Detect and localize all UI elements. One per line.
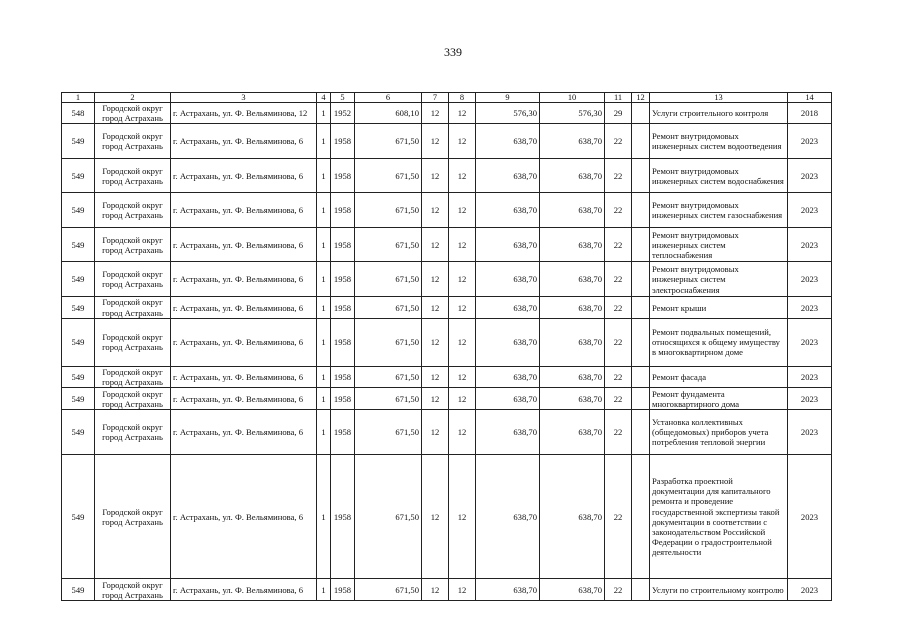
cell-col-11: 22: [605, 579, 632, 601]
cell-col-12: [632, 228, 650, 262]
cell-municipality: Городской округ город Астрахань: [95, 124, 171, 159]
cell-area-9: 638,70: [476, 388, 540, 410]
cell-col-11: 22: [605, 455, 632, 579]
table-row: [62, 159, 832, 193]
cell-row-number: 549: [62, 410, 95, 455]
cell-col-4: 1: [317, 388, 331, 410]
cell-col-7: 12: [422, 318, 449, 366]
column-header: 5: [331, 93, 355, 103]
cell-col-8: 12: [449, 159, 476, 193]
cell-work-type: Ремонт фасада: [650, 366, 788, 387]
table-row: [62, 318, 832, 366]
cell-area-10: 638,70: [540, 124, 605, 159]
cell-col-7: 12: [422, 297, 449, 318]
cell-col-11: 22: [605, 262, 632, 297]
cell-area-10: 638,70: [540, 318, 605, 366]
cell-municipality: Городской округ город Астрахань: [95, 318, 171, 366]
table-row: [62, 366, 832, 387]
cell-col-4: 1: [317, 366, 331, 387]
column-number-row: [62, 93, 832, 103]
cell-col-11: 22: [605, 297, 632, 318]
cell-year: 2023: [788, 124, 832, 159]
cell-col-4: 1: [317, 579, 331, 601]
cell-col-8: 12: [449, 455, 476, 579]
cell-work-type: Ремонт крыши: [650, 297, 788, 318]
cell-col-7: 12: [422, 228, 449, 262]
cell-col-4: 1: [317, 410, 331, 455]
table-row: [62, 388, 832, 410]
cell-area-9: 638,70: [476, 297, 540, 318]
table-row: [62, 410, 832, 455]
cell-col-4: 1: [317, 262, 331, 297]
cell-build-year: 1958: [331, 410, 355, 455]
cell-area-total: 671,50: [355, 262, 422, 297]
cell-col-7: 12: [422, 388, 449, 410]
cell-build-year: 1958: [331, 366, 355, 387]
cell-work-type: Ремонт внутридомовых инженерных систем газоснабжения: [650, 193, 788, 228]
cell-area-10: 638,70: [540, 410, 605, 455]
cell-col-4: 1: [317, 103, 331, 124]
cell-col-4: 1: [317, 124, 331, 159]
cell-col-8: 12: [449, 318, 476, 366]
cell-address: г. Астрахань, ул. Ф. Вельяминова, 6: [171, 193, 317, 228]
cell-area-9: 638,70: [476, 579, 540, 601]
cell-year: 2023: [788, 366, 832, 387]
cell-area-9: 638,70: [476, 318, 540, 366]
cell-col-12: [632, 318, 650, 366]
table-row: [62, 124, 832, 159]
cell-row-number: 549: [62, 228, 95, 262]
cell-year: 2018: [788, 103, 832, 124]
cell-row-number: 549: [62, 159, 95, 193]
cell-build-year: 1958: [331, 159, 355, 193]
cell-municipality: Городской округ город Астрахань: [95, 297, 171, 318]
cell-col-4: 1: [317, 297, 331, 318]
cell-address: г. Астрахань, ул. Ф. Вельяминова, 6: [171, 124, 317, 159]
capital-repair-table: [61, 92, 832, 601]
table-row: [62, 579, 832, 601]
cell-address: г. Астрахань, ул. Ф. Вельяминова, 6: [171, 297, 317, 318]
cell-municipality: Городской округ город Астрахань: [95, 103, 171, 124]
page-number: 339: [444, 45, 462, 59]
cell-year: 2023: [788, 297, 832, 318]
table-row: [62, 193, 832, 228]
cell-municipality: Городской округ город Астрахань: [95, 410, 171, 455]
cell-col-4: 1: [317, 228, 331, 262]
cell-year: 2023: [788, 318, 832, 366]
cell-year: 2023: [788, 455, 832, 579]
cell-col-4: 1: [317, 193, 331, 228]
cell-col-12: [632, 388, 650, 410]
cell-address: г. Астрахань, ул. Ф. Вельяминова, 6: [171, 410, 317, 455]
cell-col-4: 1: [317, 455, 331, 579]
cell-col-11: 22: [605, 410, 632, 455]
cell-municipality: Городской округ город Астрахань: [95, 366, 171, 387]
cell-work-type: Разработка проектной документации для капитального ремонта и проведение государственной экспертизы такой документации в соответствии с законодательством Российской Федерации о градостроительной деятельности: [650, 455, 788, 579]
cell-col-12: [632, 193, 650, 228]
cell-work-type: Услуги по строительному контролю: [650, 579, 788, 601]
cell-col-12: [632, 262, 650, 297]
cell-col-4: 1: [317, 159, 331, 193]
cell-area-total: 671,50: [355, 228, 422, 262]
cell-col-8: 12: [449, 388, 476, 410]
cell-col-12: [632, 297, 650, 318]
cell-build-year: 1958: [331, 297, 355, 318]
cell-address: г. Астрахань, ул. Ф. Вельяминова, 6: [171, 228, 317, 262]
column-header: 3: [171, 93, 317, 103]
cell-col-7: 12: [422, 579, 449, 601]
cell-area-total: 608,10: [355, 103, 422, 124]
cell-area-9: 638,70: [476, 262, 540, 297]
cell-work-type: Ремонт внутридомовых инженерных систем теплоснабжения: [650, 228, 788, 262]
cell-col-12: [632, 455, 650, 579]
cell-area-9: 638,70: [476, 124, 540, 159]
cell-row-number: 548: [62, 103, 95, 124]
cell-area-total: 671,50: [355, 318, 422, 366]
cell-municipality: Городской округ город Астрахань: [95, 388, 171, 410]
cell-build-year: 1952: [331, 103, 355, 124]
cell-year: 2023: [788, 388, 832, 410]
cell-municipality: Городской округ город Астрахань: [95, 455, 171, 579]
cell-area-total: 671,50: [355, 193, 422, 228]
cell-area-10: 638,70: [540, 228, 605, 262]
cell-address: г. Астрахань, ул. Ф. Вельяминова, 6: [171, 366, 317, 387]
cell-build-year: 1958: [331, 318, 355, 366]
table-row: [62, 228, 832, 262]
cell-area-9: 576,30: [476, 103, 540, 124]
cell-col-8: 12: [449, 579, 476, 601]
cell-row-number: 549: [62, 297, 95, 318]
cell-work-type: Установка коллективных (общедомовых) приборов учета потребления тепловой энергии: [650, 410, 788, 455]
cell-col-8: 12: [449, 193, 476, 228]
cell-municipality: Городской округ город Астрахань: [95, 262, 171, 297]
cell-col-7: 12: [422, 159, 449, 193]
cell-build-year: 1958: [331, 262, 355, 297]
cell-col-12: [632, 579, 650, 601]
cell-col-11: 22: [605, 159, 632, 193]
cell-col-8: 12: [449, 103, 476, 124]
cell-build-year: 1958: [331, 193, 355, 228]
cell-year: 2023: [788, 579, 832, 601]
cell-build-year: 1958: [331, 455, 355, 579]
cell-col-12: [632, 410, 650, 455]
cell-year: 2023: [788, 410, 832, 455]
cell-row-number: 549: [62, 579, 95, 601]
cell-area-total: 671,50: [355, 297, 422, 318]
cell-year: 2023: [788, 159, 832, 193]
cell-build-year: 1958: [331, 579, 355, 601]
column-header: 6: [355, 93, 422, 103]
cell-col-7: 12: [422, 103, 449, 124]
cell-address: г. Астрахань, ул. Ф. Вельяминова, 6: [171, 262, 317, 297]
cell-address: г. Астрахань, ул. Ф. Вельяминова, 12: [171, 103, 317, 124]
cell-area-10: 638,70: [540, 297, 605, 318]
cell-col-7: 12: [422, 366, 449, 387]
cell-area-9: 638,70: [476, 410, 540, 455]
cell-area-10: 638,70: [540, 579, 605, 601]
cell-area-total: 671,50: [355, 124, 422, 159]
column-header: 11: [605, 93, 632, 103]
cell-area-9: 638,70: [476, 228, 540, 262]
table-row: [62, 455, 832, 579]
cell-row-number: 549: [62, 193, 95, 228]
cell-work-type: Ремонт внутридомовых инженерных систем электроснабжения: [650, 262, 788, 297]
cell-work-type: Ремонт внутридомовых инженерных систем водоснабжения: [650, 159, 788, 193]
cell-col-11: 29: [605, 103, 632, 124]
cell-address: г. Астрахань, ул. Ф. Вельяминова, 6: [171, 388, 317, 410]
cell-area-total: 671,50: [355, 455, 422, 579]
cell-row-number: 549: [62, 388, 95, 410]
column-header: 7: [422, 93, 449, 103]
cell-municipality: Городской округ город Астрахань: [95, 193, 171, 228]
cell-work-type: Ремонт подвальных помещений, относящихся к общему имуществу в многоквартирном доме: [650, 318, 788, 366]
cell-area-9: 638,70: [476, 159, 540, 193]
cell-build-year: 1958: [331, 388, 355, 410]
cell-build-year: 1958: [331, 228, 355, 262]
cell-col-11: 22: [605, 318, 632, 366]
cell-address: г. Астрахань, ул. Ф. Вельяминова, 6: [171, 159, 317, 193]
cell-area-total: 671,50: [355, 366, 422, 387]
column-header: 4: [317, 93, 331, 103]
cell-col-11: 22: [605, 124, 632, 159]
cell-address: г. Астрахань, ул. Ф. Вельяминова, 6: [171, 455, 317, 579]
cell-address: г. Астрахань, ул. Ф. Вельяминова, 6: [171, 579, 317, 601]
cell-work-type: Ремонт внутридомовых инженерных систем водоотведения: [650, 124, 788, 159]
cell-row-number: 549: [62, 124, 95, 159]
column-header: 12: [632, 93, 650, 103]
cell-col-4: 1: [317, 318, 331, 366]
cell-col-8: 12: [449, 297, 476, 318]
cell-col-8: 12: [449, 262, 476, 297]
table-row: [62, 297, 832, 318]
cell-col-7: 12: [422, 455, 449, 579]
column-header: 13: [650, 93, 788, 103]
cell-area-10: 638,70: [540, 262, 605, 297]
cell-col-11: 22: [605, 366, 632, 387]
cell-area-total: 671,50: [355, 159, 422, 193]
table-row: [62, 103, 832, 124]
cell-year: 2023: [788, 262, 832, 297]
cell-area-10: 638,70: [540, 159, 605, 193]
cell-row-number: 549: [62, 262, 95, 297]
cell-col-8: 12: [449, 366, 476, 387]
cell-year: 2023: [788, 193, 832, 228]
cell-area-10: 638,70: [540, 455, 605, 579]
cell-area-total: 671,50: [355, 579, 422, 601]
column-header: 9: [476, 93, 540, 103]
cell-year: 2023: [788, 228, 832, 262]
cell-address: г. Астрахань, ул. Ф. Вельяминова, 6: [171, 318, 317, 366]
cell-row-number: 549: [62, 318, 95, 366]
cell-col-7: 12: [422, 410, 449, 455]
cell-work-type: Услуги строительного контроля: [650, 103, 788, 124]
cell-area-total: 671,50: [355, 388, 422, 410]
cell-col-8: 12: [449, 228, 476, 262]
table-row: [62, 262, 832, 297]
cell-area-10: 638,70: [540, 388, 605, 410]
cell-municipality: Городской округ город Астрахань: [95, 159, 171, 193]
cell-row-number: 549: [62, 366, 95, 387]
cell-work-type: Ремонт фундамента многоквартирного дома: [650, 388, 788, 410]
cell-col-8: 12: [449, 124, 476, 159]
cell-col-11: 22: [605, 228, 632, 262]
cell-col-12: [632, 124, 650, 159]
cell-municipality: Городской округ город Астрахань: [95, 579, 171, 601]
cell-col-12: [632, 103, 650, 124]
column-header: 10: [540, 93, 605, 103]
column-header: 14: [788, 93, 832, 103]
cell-col-7: 12: [422, 124, 449, 159]
cell-area-9: 638,70: [476, 193, 540, 228]
cell-build-year: 1958: [331, 124, 355, 159]
cell-col-12: [632, 159, 650, 193]
cell-area-10: 638,70: [540, 366, 605, 387]
column-header: 2: [95, 93, 171, 103]
cell-municipality: Городской округ город Астрахань: [95, 228, 171, 262]
cell-area-total: 671,50: [355, 410, 422, 455]
cell-col-12: [632, 366, 650, 387]
cell-area-9: 638,70: [476, 455, 540, 579]
cell-col-8: 12: [449, 410, 476, 455]
column-header: 8: [449, 93, 476, 103]
cell-area-9: 638,70: [476, 366, 540, 387]
cell-col-11: 22: [605, 388, 632, 410]
column-header: 1: [62, 93, 95, 103]
cell-area-10: 576,30: [540, 103, 605, 124]
cell-col-11: 22: [605, 193, 632, 228]
cell-area-10: 638,70: [540, 193, 605, 228]
cell-col-7: 12: [422, 193, 449, 228]
cell-col-7: 12: [422, 262, 449, 297]
cell-row-number: 549: [62, 455, 95, 579]
